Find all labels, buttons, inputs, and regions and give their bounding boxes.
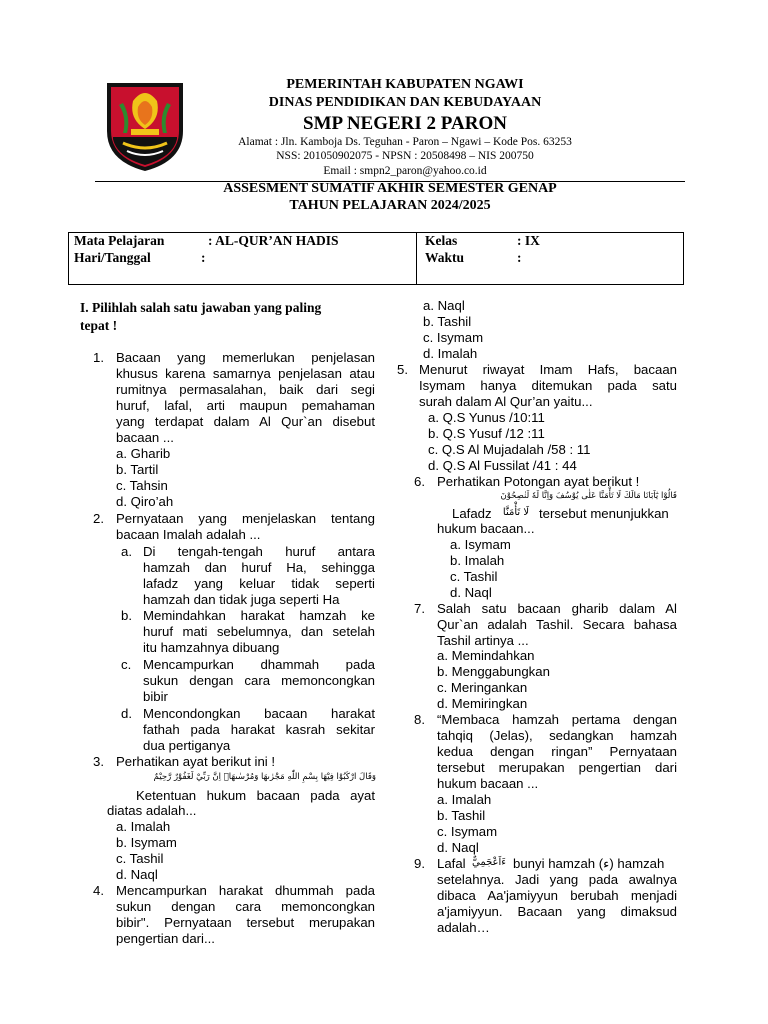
answer-option: fathah pada harakat kasrah sekitar <box>143 722 375 737</box>
answer-option: b. Menggabungkan <box>437 664 550 679</box>
question-text: Pernyataan yang menjelaskan tentang <box>116 511 375 526</box>
answer-option: c. Isymam <box>423 330 484 345</box>
school-email: Email : smpn2_paron@yahoo.co.id <box>323 165 487 177</box>
question-text: tahqiq (Jelas), sedangkan hamzah <box>437 728 677 743</box>
exam-info-box <box>68 232 684 285</box>
question-text: hukum bacaan ... <box>437 776 539 791</box>
answer-option: b. Imalah <box>450 553 505 568</box>
question-text: tersebut merupakan pengertian dari <box>437 760 677 775</box>
question-text: bacaan Imalah adalah ... <box>116 527 261 542</box>
question-text: “Membaca hamzah pertama dengan <box>437 712 677 727</box>
regency-emblem-logo <box>103 79 187 173</box>
answer-option: bibir <box>143 689 168 704</box>
question-text: a'jamiyyun. Bacaan yang dimaksud <box>437 904 677 919</box>
arabic-lafal: ءَاَعْجَمِيٌّ <box>471 857 507 868</box>
subject-value: : AL-QUR’AN HADIS <box>208 233 339 248</box>
section-instruction: I. Pilihlah salah satu jawaban yang paling <box>80 300 322 315</box>
answer-option: a. Isymam <box>450 537 511 552</box>
answer-option: c. Q.S Al Mujadalah /58 : 11 <box>428 442 591 457</box>
question-number: 3. <box>93 754 104 769</box>
arabic-verse: وَقَالَ ارْكَبُوْا فِيْهَا بِسْمِ اللّٰهِ مَجْرٰىهَا وَمُرْسٰىهَاۗ اِنَّ رَبِّيْ لَغَفُوْرٌ رَّحِيْمٌ <box>153 772 376 782</box>
class-label: Kelas <box>425 233 458 248</box>
answer-option: itu hamzahnya dibuang <box>143 640 280 655</box>
answer-option: c. Isymam <box>437 824 498 839</box>
answer-option: dua pertiganya <box>143 738 231 753</box>
question-number: 1. <box>93 350 104 365</box>
question-number: 2. <box>93 511 104 526</box>
question-text: Mencampurkan harakat dhummah pada <box>116 883 375 898</box>
option-letter: c. <box>121 657 132 672</box>
question-text: sukun dengan cara memoncongkan <box>116 899 375 914</box>
question-text: surah dalam Al Qur’an yaitu... <box>419 394 593 409</box>
answer-option: d. Naql <box>450 585 492 600</box>
question-text: Isymam hanya ditemukan pada satu <box>419 378 677 393</box>
question-text: adalah… <box>437 920 490 935</box>
question-text: bibir". Pernyataan tersebut merupakan <box>116 915 375 930</box>
school-ids: NSS: 201050902075 - NPSN : 20508498 – NIS 200750 <box>276 150 534 162</box>
question-text: bunyi hamzah (ء) hamzah <box>513 856 665 871</box>
date-label: Hari/Tanggal <box>74 250 151 265</box>
question-text: bacaan ... <box>116 430 174 445</box>
exam-title: ASSESMENT SUMATIF AKHIR SEMESTER GENAP <box>223 181 557 196</box>
option-letter: a. <box>121 544 132 559</box>
question-text: Tashil artinya ... <box>437 633 529 648</box>
answer-option: a. Gharib <box>116 446 171 461</box>
question-text: Qur`an adalah Tashil. Secara bahasa <box>437 617 677 632</box>
answer-option: d. Qiro’ah <box>116 494 174 509</box>
answer-option: a. Imalah <box>437 792 492 807</box>
question-text: tersebut menunjukkan <box>539 506 669 521</box>
question-text: Salah satu bacaan gharib dalam Al <box>437 601 677 616</box>
answer-option: a. Q.S Yunus /10:11 <box>428 410 545 425</box>
section-instruction-cont: tepat ! <box>80 318 118 333</box>
answer-option: b. Isymam <box>116 835 177 850</box>
answer-option: b. Tashil <box>423 314 472 329</box>
class-value: : IX <box>517 233 540 248</box>
answer-option: Mencondongkan bacaan harakat <box>143 706 375 721</box>
answer-option: hamzah dan tidak juga seperti Ha <box>143 592 340 607</box>
option-letter: d. <box>121 706 132 721</box>
question-text: hukum bacaan... <box>437 521 535 536</box>
answer-option: d. Naql <box>116 867 158 882</box>
exam-year: TAHUN PELAJARAN 2024/2025 <box>289 198 491 213</box>
question-text: Perhatikan ayat berikut ini ! <box>116 754 276 769</box>
question-text: huruf, lafal, arti maupun pemahaman <box>116 398 375 413</box>
question-text: rumitnya permasalahan, baik dari segi <box>116 382 375 397</box>
question-number: 5. <box>397 362 408 377</box>
question-text: Lafadz <box>452 506 492 521</box>
question-text: Lafal <box>437 856 466 871</box>
question-number: 9. <box>414 856 425 871</box>
question-text: setelahnya. Jadi yang pada awalnya <box>437 872 677 887</box>
answer-option: lafadz yang keluar tidak seperti <box>143 576 375 591</box>
arabic-verse: قَالُوْا يٰٓاَبَانَا مَالَكَ لَا تَأْمَنَّا عَلٰى يُوْسُفَ وَاِنَّا لَهٗ لَنٰصِحُوْنَ <box>500 491 677 501</box>
answer-option: d. Naql <box>437 840 479 855</box>
answer-option: sukun dengan cara memoncongkan <box>143 673 375 688</box>
question-number: 4. <box>93 883 104 898</box>
question-text: diatas adalah... <box>107 803 197 818</box>
answer-option: b. Q.S Yusuf /12 :11 <box>428 426 545 441</box>
answer-option: Mencampurkan dhammah pada <box>143 657 375 672</box>
question-text: Ketentuan hukum bacaan pada ayat <box>136 788 375 803</box>
info-box-divider <box>416 233 417 284</box>
question-text: dibaca Aa'jamiyyun berubah menjadi <box>437 888 677 903</box>
answer-option: c. Tashil <box>450 569 498 584</box>
subject-label: Mata Pelajaran <box>74 233 165 248</box>
answer-option: b. Tartil <box>116 462 159 477</box>
question-text: khusus karena samarnya penjelasan atau <box>116 366 375 381</box>
answer-option: c. Tahsin <box>116 478 168 493</box>
school-address: Alamat : Jln. Kamboja Ds. Teguhan - Paron – Ngawi – Kode Pos. 63253 <box>238 136 572 148</box>
answer-option: Di tengah-tengah huruf antara <box>143 544 375 559</box>
date-value: : <box>201 250 206 265</box>
school-name: SMP NEGERI 2 PARON <box>303 113 507 134</box>
option-letter: b. <box>121 608 132 623</box>
question-number: 6. <box>414 474 425 489</box>
answer-option: d. Imalah <box>423 346 478 361</box>
answer-option: c. Meringankan <box>437 680 528 695</box>
answer-option: huruf mati sebelumnya, dan setelah <box>143 624 375 639</box>
time-value: : <box>517 250 522 265</box>
answer-option: Memindahkan harakat hamzah ke <box>143 608 375 623</box>
question-text: Bacaan yang memerlukan penjelasan <box>116 350 375 365</box>
answer-option: a. Naql <box>423 298 465 313</box>
question-text: kedua dengan ringan” Pernyataan <box>437 744 677 759</box>
answer-option: a. Memindahkan <box>437 648 535 663</box>
answer-option: d. Memiringkan <box>437 696 528 711</box>
question-text: Perhatikan Potongan ayat berikut ! <box>437 474 640 489</box>
answer-option: d. Q.S Al Fussilat /41 : 44 <box>428 458 577 473</box>
answer-option: a. Imalah <box>116 819 171 834</box>
answer-option: c. Tashil <box>116 851 164 866</box>
government-heading: PEMERINTAH KABUPATEN NGAWI <box>286 77 524 92</box>
time-label: Waktu <box>425 250 465 265</box>
department-heading: DINAS PENDIDIKAN DAN KEBUDAYAAN <box>268 95 542 110</box>
question-number: 8. <box>414 712 425 727</box>
question-text: yang terdapat dalam Al Qur`an disebut <box>116 414 375 429</box>
question-text: pengertian dari... <box>116 931 215 946</box>
arabic-lafadz: لَا تَأْمَنَّا <box>502 507 530 518</box>
question-number: 7. <box>414 601 425 616</box>
question-text: Menurut riwayat Imam Hafs, bacaan <box>419 362 677 377</box>
answer-option: b. Tashil <box>437 808 486 823</box>
answer-option: hamzah dan huruf Ha, sehingga <box>143 560 375 575</box>
